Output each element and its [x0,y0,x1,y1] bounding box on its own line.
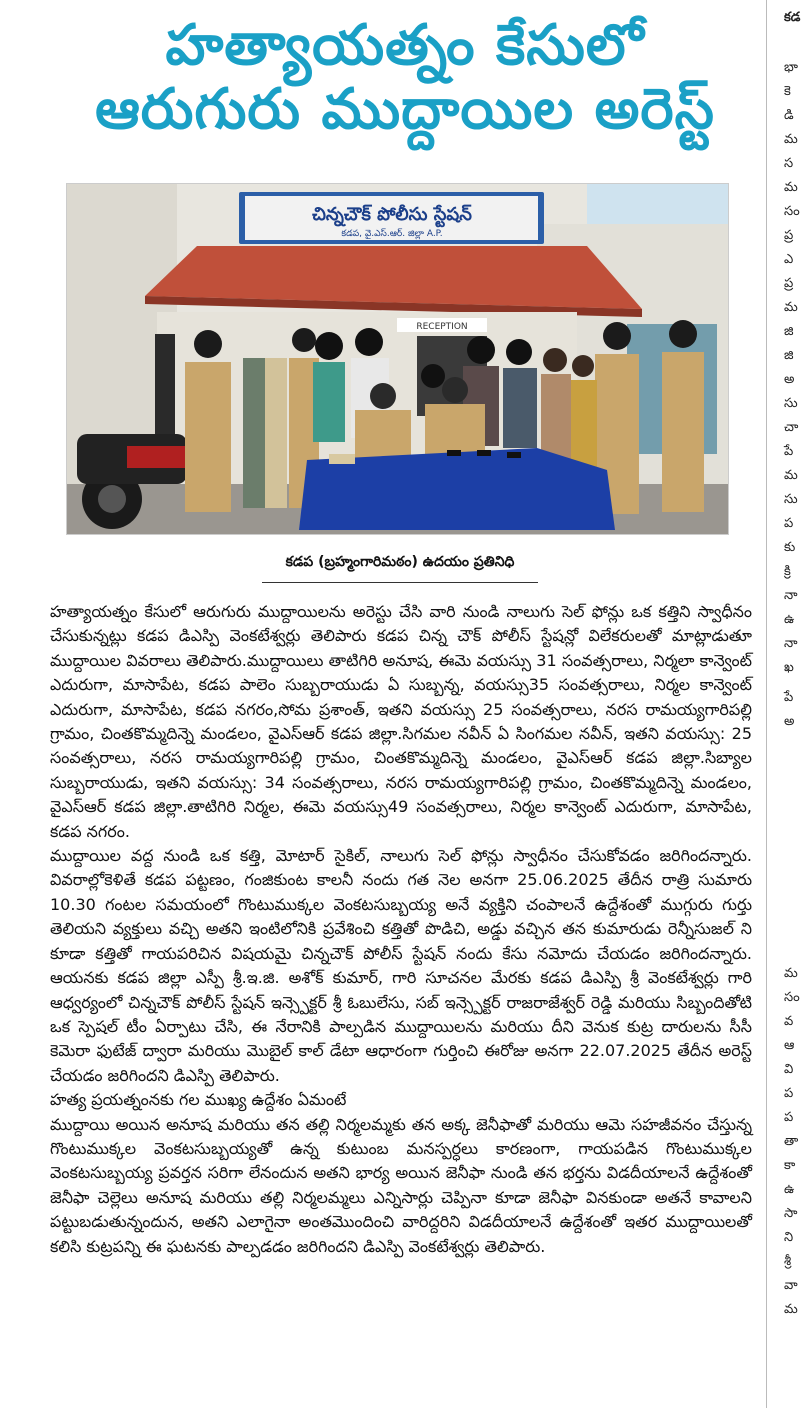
adjacent-column-text: తా [784,1134,799,1149]
adjacent-column-text: జి [784,348,794,363]
adjacent-column-text: ప [784,1086,794,1101]
adjacent-column-text: మ [784,180,798,195]
adjacent-column-text: సా [784,1206,798,1221]
adjacent-column-text: సు [784,396,798,411]
adjacent-column-text: మ [784,1302,798,1317]
adjacent-column-text: చా [784,420,799,435]
adjacent-column-text: ఖ [784,660,794,675]
adjacent-column-text: డి [784,108,794,123]
adjacent-column-text: ప్ర [784,228,794,243]
adjacent-column-text: సు [784,492,798,507]
adjacent-column-text: శ్రీ [784,1254,792,1269]
adjacent-column-text: అ [784,714,795,729]
article-paragraph-3: ముద్దాయి అయిన అనూష మరియు తన తల్లి నిర్మలమ్మకు తన అక్క జెనీఫాతో మరియు ఆమె సహజీవనం చేస్తున్న గొంటుముక్కల వెంకటసుబ్బయ్యతో ఉన్న కుటుంబ మనస్పర్ధలు కారణంగా, గాయపడిన గొంటుముక్కల వెంకటసుబ్బయ్య ప్రవర్తన సరిగా లేనందున అతని భార్య అయిన జెనీఫా నుండి తన భర్తను విడదీయాలనే ఉద్దేశంతో జెనీఫా చెల్లెలు అనూష మరియు తల్లి నిర్మలమ్మలు ఎన్నిసార్లు చెప్పినా కూడా జెనీఫా వినకుండా అతనే కావాలని పట్టుబడుతున్నందున, అతని ఎలాగైనా అంతమొందించి వారిద్దరిని విడదీయాలనే ఉద్దేశంతో ఇతర ముద్దాయిలతో కలిసి కుట్రపన్ని ఈ ఘటనకు పాల్పడడం జరిగిందని డిఎస్పి వెంకటేశ్వర్లు తెలిపారు. [50,1114,752,1256]
adjacent-column-text: సం [784,204,800,219]
headline-line-2: ఆరుగురు ముద్దాయిల అరెస్ట్ [95,77,715,142]
column-divider [766,0,767,1408]
adjacent-column-text: జి [784,324,794,339]
adjacent-column-text: భా [784,60,798,75]
article-paragraph-2: ముద్దాయిల వద్ద నుండి ఒక కత్తి, మోటార్ సైకిల్, నాలుగు సెల్ ఫోన్లు స్వాధీనం చేసుకోవడం జరిగిందన్నారు. వివరాల్లోకెళితే కడప పట్టణం, గంజికుంట కాలనీ నందు గత నెల అనగా 25.06.2025 తేదీన రాత్రి సుమారు 10.30 గంటల సమయంలో గొంటుముక్కల వెంకటసుబ్బయ్య అనే వ్యక్తిని చంపాలనే ఉద్దేశంతో ముగ్గురు గుర్తు తెలియని వ్యక్తులు వచ్చి అతని ఇంటిలోనికి ప్రవేశించి కత్తితో పొడిచి, అడ్డు వచ్చిన తన కుమారుడు రెన్నీసుజల్ ని కూడా కత్తితో గాయపరిచిన విషయమై చిన్నచౌక్ పోలీస్ స్టేషన్ నందు కేసు నమోదు చేయడం జరిగిందన్నారు. ఆయనకు కడప జిల్లా ఎస్పీ శ్రీ.ఇ.జి. అశోక్ కుమార్, గారి సూచనల మేరకు కడప డిఎస్పి శ్రీ వెంకటేశ్వర్లు గారి ఆధ్వర్యంలో చిన్నచౌక్ పోలీస్ స్టేషన్ ఇన్స్పెక్టర్ శ్రీ ఓబులేసు, సబ్ ఇన్స్పెక్టర్ రాజరాజేశ్వర్ రెడ్డి మరియు సిబ్బందితోటి ఒక స్పెషల్ టీం ఏర్పాటు చేసి, ఈ నేరానికి పాల్పడిన ముద్దాయిలను మరియు దీని వెనుక కుట్ర దారులను సీసీ కెమెరా ఫుటేజ్ ద్వారా మరియు మొబైల్ కాల్ డేటా ఆధారంగా గుర్తించి ఈరోజు అనగా 22.07.2025 తేదీన అరెస్ట్ చేయడం జరిగిందని డిఎస్పి తెలిపారు. [50,846,752,1085]
station-sign-subtext: కడప, వై.ఎస్.ఆర్. జిల్లా A.P. [341,229,443,239]
adjacent-column-text: స [784,156,794,171]
adjacent-column-text: ఉ [784,612,795,627]
adjacent-column-text: ప [784,516,794,531]
adjacent-column-text: ఆ [784,1038,795,1053]
dateline-underline [262,582,538,583]
adjacent-column-text: ప్ర [784,276,794,291]
adjacent-column-text: అ [784,372,795,387]
adjacent-column-fragment [782,0,801,1408]
article-body [50,600,752,1259]
station-sign-text: చిన్నచౌక్ పోలీసు స్టేషన్ [312,204,472,225]
adjacent-column-text: నా [784,588,798,603]
adjacent-column-text: కు [784,540,796,555]
adjacent-column-text: వి [784,1062,794,1077]
adjacent-column-text: క్రి [784,564,791,579]
adjacent-column-text: మ [784,468,798,483]
adjacent-column-text: కె [784,84,791,99]
adjacent-column-text: ఎ [784,252,794,267]
dateline: కడప (బ్రహ్మంగారిమఠం) ఉదయం ప్రతినిధి [285,554,515,570]
reception-sign: RECEPTION [416,322,468,332]
article-subheading: హత్య ప్రయత్నంనకు గల ముఖ్య ఉద్దేశం ఏమంటే [50,1090,347,1110]
headline-line-1: హత్యాయత్నం కేసులో [165,13,645,78]
adjacent-column-text: నా [784,636,798,651]
adjacent-column-text: వ [784,1014,794,1029]
adjacent-column-text: ప [784,1110,794,1125]
adjacent-column-text: పే [784,444,794,459]
adjacent-column-text: వా [784,1278,798,1293]
adjacent-column-text: ని [784,1230,794,1245]
adjacent-column-text: మ [784,132,798,147]
police-station-photo [67,184,728,534]
headline [40,14,770,142]
adjacent-column-text: పే [784,690,794,705]
article-paragraph-1: హత్యాయత్నం కేసులో ఆరుగురు ముద్దాయిలను అరెస్టు చేసి వారి నుండి నాలుగు సెల్ ఫోన్లు ఒక కత్తిని స్వాధీనం చేసుకున్నట్లు కడప డిఎస్పి వెంకటేశ్వర్లు తెలిపారు కడప చిన్న చౌక్ పోలీస్ స్టేషన్లో విలేకరులతో మాట్లాడుతూ ముద్దాయిల వివరాలు తెలిపారు.ముద్దాయిలు తాటిగిరి అనూష, ఈమె వయస్సు 31 సంవత్సరాలు, నిర్మలా కాన్వెంట్ ఎదురుగా, మాసాపేట, కడప పాలెం సుబ్బరాయుడు ఏ సుబ్బన్న, వయస్సు35 సంవత్సరాలు, నిర్మల కాన్వెంట్ ఎదురుగా, మాసాపేట, కడప నగరం,సోమ ప్రశాంత్, ఇతని వయస్సు 25 సంవత్సరాలు, నరస రామయ్యగారిపల్లి గ్రామం, చింతకొమ్మదిన్నె మండలం, వైఎస్ఆర్ కడప జిల్లా.సిగమల నవీన్ ఏ సింగమల నవీన్, ఇతని వయస్సు: 25 సంవత్సరాలు, నరస రామయ్యగారిపల్లి గ్రామం, చింతకొమ్మదిన్నె మండలం, వైఎస్ఆర్ కడప జిల్లా.సిబ్యాల సుబ్బరాయుడు, ఇతని వయస్సు: 34 సంవత్సరాలు, నరస రామయ్యగారిపల్లి గ్రామం, చింతకొమ్మదిన్నె మండలం, వైఎస్ఆర్ కడప జిల్లా.తాటిగిరి నిర్మల, ఈమె వయస్సు49 సంవత్సరాలు, నిర్మల కాన్వెంట్ ఎదురుగా, మాసాపేట, కడప నగరం. [50,602,752,841]
adjacent-column-text: ఉ [784,1182,795,1197]
news-photo [66,183,729,535]
adjacent-column-text: మ [784,966,798,981]
adjacent-column-text: మ [784,300,798,315]
adjacent-column-text: కా [784,1158,796,1173]
adjacent-column-text: సం [784,990,800,1005]
adjacent-column-text: కడ [784,10,801,25]
